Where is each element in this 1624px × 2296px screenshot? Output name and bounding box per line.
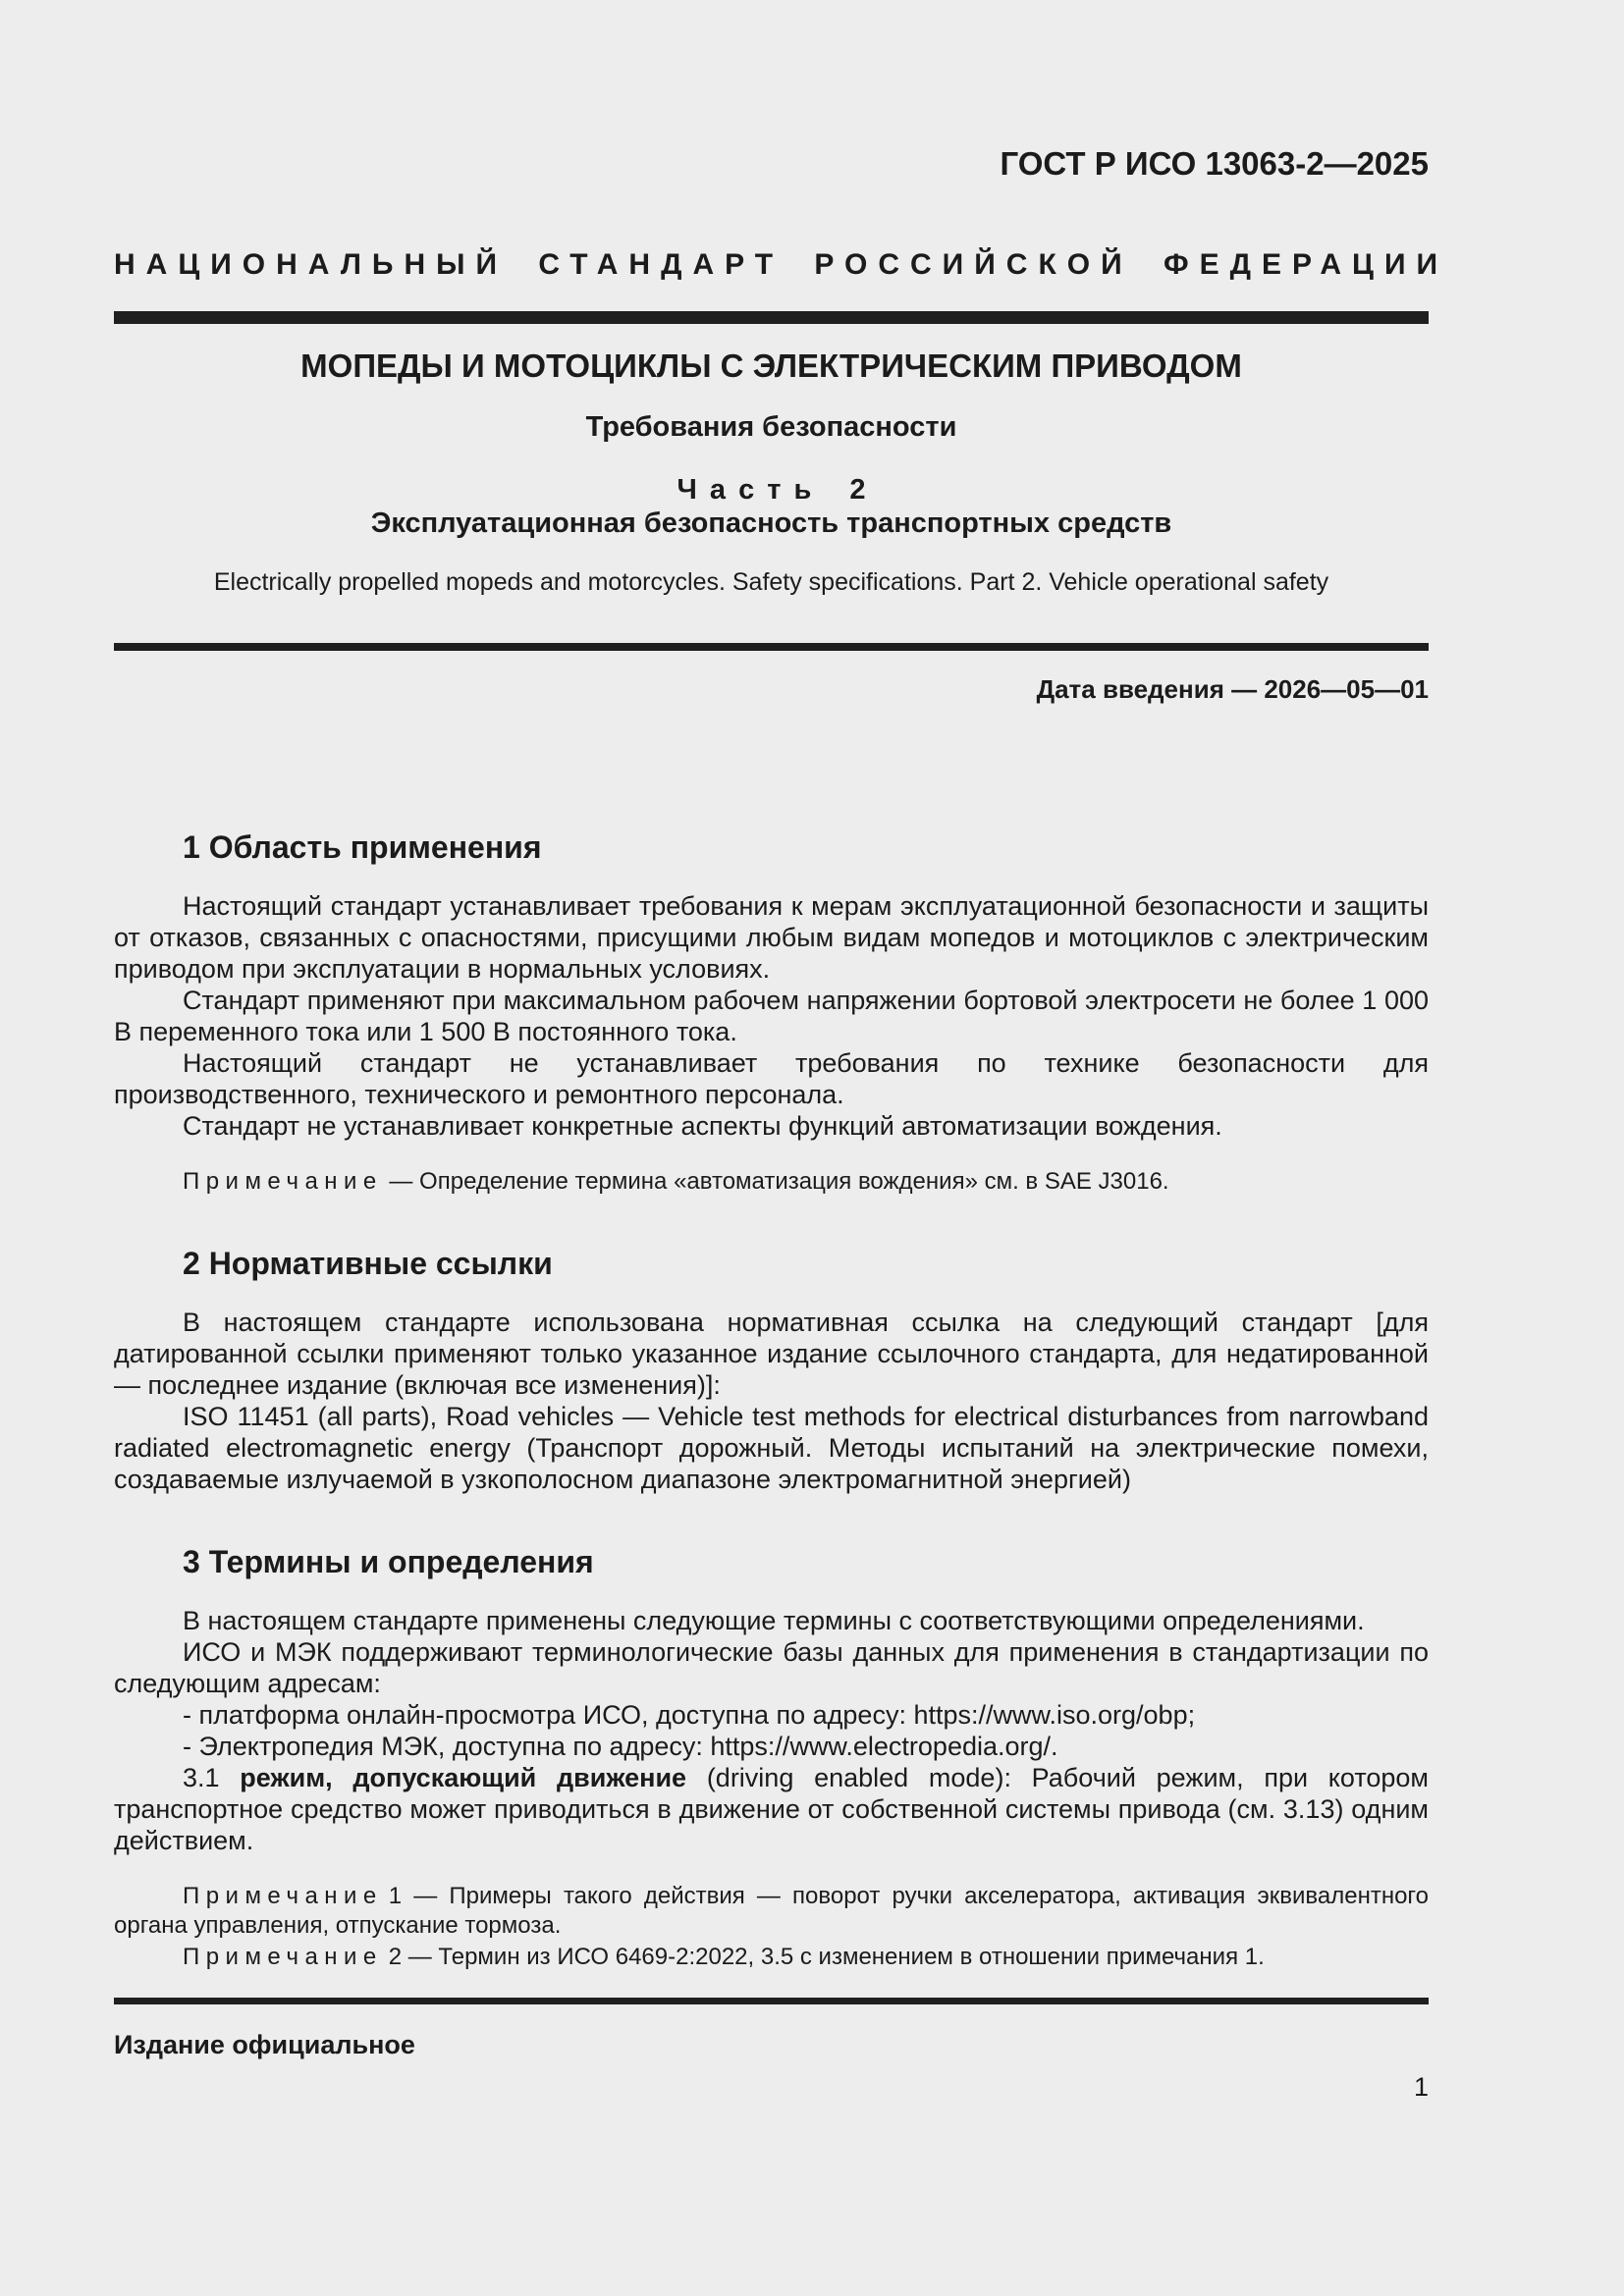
note-label: Примечание xyxy=(183,1944,383,1970)
page-number: 1 xyxy=(1413,2072,1429,2102)
section-1-paragraph: Настоящий стандарт не устанавливает требования по технике безопасности для производственного, технического и ремонтного персонала. xyxy=(114,1048,1429,1109)
main-title: МОПЕДЫ И МОТОЦИКЛЫ С ЭЛЕКТРИЧЕСКИМ ПРИВОДОМ xyxy=(300,347,1242,384)
section-3-list-item: - платформа онлайн-просмотра ИСО, доступна по адресу: https://www.iso.org/obp; xyxy=(183,1700,1196,1730)
page-footer xyxy=(114,1998,1429,2104)
divider-mid xyxy=(114,643,1429,651)
part-line xyxy=(114,473,1429,507)
edition-note: Издание официальное xyxy=(114,2030,415,2059)
section-3-note xyxy=(114,1882,1429,1941)
note-text: — Примеры такого действия — поворот ручки акселератора, активация эквивалентного органа управления, отпускание тормоза. xyxy=(114,1883,1429,1939)
note-number: 1 xyxy=(388,1883,403,1909)
note-text: — Термин из ИСО 6469-2:2022, 3.5 с изменением в отношении примечания 1. xyxy=(407,1944,1265,1970)
term-definition xyxy=(114,1762,1429,1856)
section-3-heading: 3 Термины и определения xyxy=(183,1544,594,1579)
section-1-note xyxy=(114,1167,1429,1197)
section-1-paragraph: Стандарт не устанавливает конкретные аспекты функций автоматизации вождения. xyxy=(183,1111,1222,1141)
section-2-heading: 2 Нормативные ссылки xyxy=(183,1246,553,1281)
section-3-paragraph: ИСО и МЭК поддерживают терминологические базы данных для применения в стандартизации по следующим адресам: xyxy=(114,1637,1429,1698)
term-text: (driving enabled mode): Рабочий режим, при котором транспортное средство может приводиться в движение от собственной системы привода (см. 3.13) одним действием. xyxy=(114,1763,1429,1855)
part-number: 2 xyxy=(849,474,866,506)
divider-thick xyxy=(114,311,1429,324)
standard-banner: НАЦИОНАЛЬНЫЙ СТАНДАРТ РОССИЙСКОЙ ФЕДЕРАЦИИ xyxy=(114,248,1449,281)
english-title: Electrically propelled mopeds and motorcycles. Safety specifications. Part 2. Vehicle operational safety xyxy=(213,568,1329,596)
section-1-heading: 1 Область применения xyxy=(183,829,542,865)
term-number: 3.1 xyxy=(183,1763,220,1792)
note-label: Примечание xyxy=(183,1168,383,1195)
section-3-note xyxy=(114,1943,1429,1972)
effective-date: Дата введения — 2026—05—01 xyxy=(1036,674,1429,704)
section-2-paragraph: В настоящем стандарте использована нормативная ссылка на следующий стандарт [для датированной ссылки применяют только указанное издание ссылочного стандарта, для недатированной — последнее издание (включая все изменения)]: xyxy=(114,1308,1429,1400)
subtitle: Требования безопасности xyxy=(585,411,957,443)
section-3-list-item: - Электропедия МЭК, доступна по адресу: https://www.electropedia.org/. xyxy=(183,1732,1058,1761)
doc-code: ГОСТ Р ИСО 13063-2—2025 xyxy=(1000,145,1429,182)
note-label: Примечание xyxy=(183,1883,383,1909)
page-content xyxy=(114,0,1449,1972)
part-label: Часть xyxy=(677,474,825,506)
term-name: режим, допускающий движение xyxy=(240,1763,687,1792)
divider-bottom xyxy=(114,1998,1429,2004)
note-number: 2 xyxy=(388,1944,403,1970)
section-1-paragraph: Настоящий стандарт устанавливает требования к мерам эксплуатационной безопасности и защиты от отказов, связанных с опасностями, присущими любым видам мопедов и мотоциклов с электрическим приводом при эксплуатации в нормальных условиях. xyxy=(114,891,1429,984)
section-1-paragraph: Стандарт применяют при максимальном рабочем напряжении бортовой электросети не более 1 000 В переменного тока или 1 500 В постоянного тока. xyxy=(114,986,1429,1046)
section-2-paragraph: ISO 11451 (all parts), Road vehicles — Vehicle test methods for electrical disturbances from narrowband radiated electromagnetic energy (Транспорт дорожный. Методы испытаний на электрические помехи, создаваемые излучаемой в узкополосном диапазоне электромагнитной энергией) xyxy=(114,1402,1429,1494)
part-title: Эксплуатационная безопасность транспортных средств xyxy=(370,507,1172,539)
section-3-paragraph: В настоящем стандарте применены следующие термины с соответствующими определениями. xyxy=(183,1606,1365,1635)
note-text: — Определение термина «автоматизация вождения» см. в SAE J3016. xyxy=(389,1168,1169,1195)
